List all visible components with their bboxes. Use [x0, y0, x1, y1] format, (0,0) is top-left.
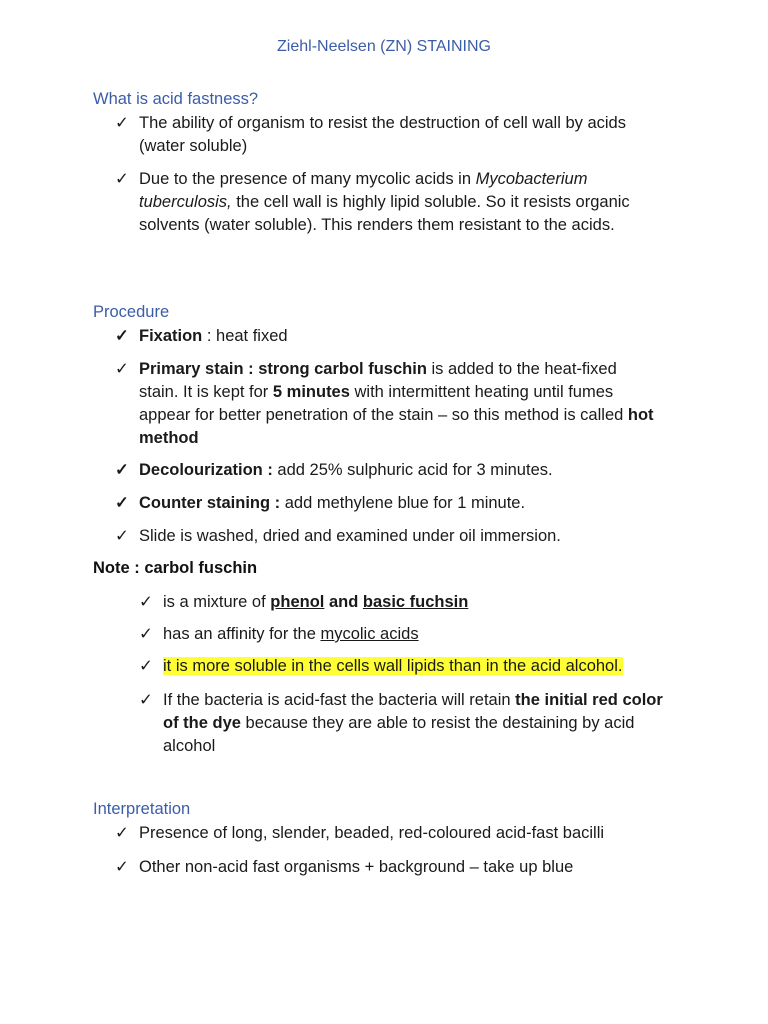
heading-acid-fastness: What is acid fastness?	[93, 90, 259, 108]
check-icon: ✓	[115, 824, 129, 842]
check-icon: ✓	[115, 170, 129, 188]
heading-procedure: Procedure	[93, 303, 170, 321]
check-icon: ✓	[139, 593, 153, 611]
check-icon: ✓	[115, 858, 129, 876]
heading-interpretation: Interpretation	[93, 800, 191, 818]
check-icon: ✓	[139, 657, 153, 675]
check-icon: ✓	[115, 114, 129, 132]
highlighted-text: it is more soluble in the cells wall lipids than in the acid alcohol.	[163, 657, 623, 675]
document-title: Ziehl-Neelsen (ZN) STAINING	[277, 38, 491, 55]
heading-note: Note : carbol fuschin	[93, 559, 258, 577]
check-icon: ✓	[139, 691, 153, 709]
check-icon: ✓	[115, 527, 129, 545]
check-icon: ✓	[115, 494, 129, 512]
check-icon: ✓	[115, 327, 129, 345]
check-icon: ✓	[139, 625, 153, 643]
document-page: Ziehl-Neelsen (ZN) STAINING What is acid fastness? ✓ The ability of organism to resist the destruction of cell wall by acids (water soluble) ✓ Due to the presence of many mycolic acids in Mycobacterium tuberculosis, the cell wall is highly lipid soluble. So it resists organic solvents (water soluble). This renders them resistant to the acids. Procedure ✓ Fixation : heat fixed ✓ Primary stain : strong carbol fuschin is added to the heat-fixed stain. It is kept for 5 minutes with intermittent heating until fumes appear for better penetration of the stain – so this method is called hot method ✓ Decolourization : add 25% sulphuric acid for 3 minutes. ✓ Counter staining : add methylene blue for 1 minute. ✓ Slide is washed, dried and examined under oil immersion. Note : carbol fuschin ✓ is a mixture of phenol and basic fuchsin ✓ has an affinity for the mycolic acids ✓ it is more soluble in the cells wall lipids than in the acid alcohol. ✓ If the bacteria is acid-fast the bacteria will retain the initial red color of the dye because they are able to resist the destaining by acid alcohol Interpretation ✓ Presence of long, slender, beaded, red-coloured acid-fast bacilli ✓ Other non-acid fast organisms + background – take up blue	[0, 0, 768, 1024]
check-icon: ✓	[115, 360, 129, 378]
check-icon: ✓	[115, 461, 129, 479]
